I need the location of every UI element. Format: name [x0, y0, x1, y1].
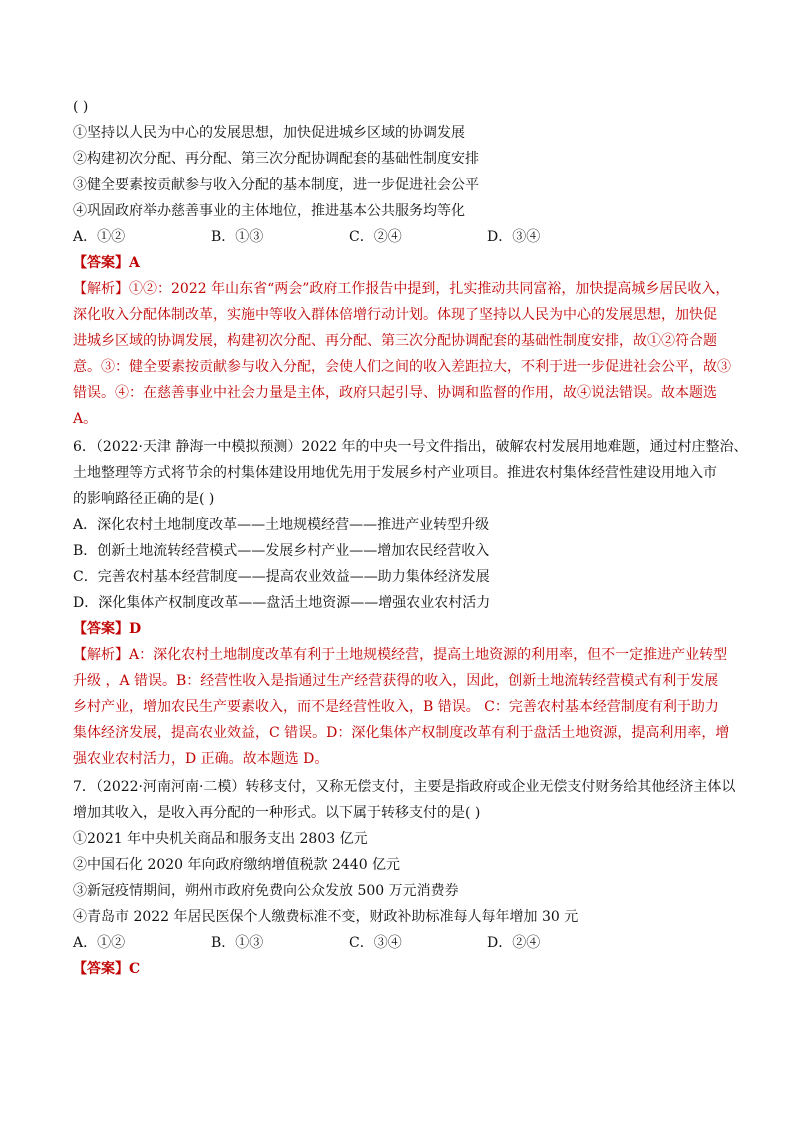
q5-item-2: ②构建初次分配、再分配、第三次分配协调配套的基础性制度安排 — [73, 151, 479, 167]
q7-option-b: B．①③ — [211, 935, 264, 951]
q6-analysis-line-2: 升级 ，A 错误。B：经营性收入是指通过生产经营获得的收入，因此，创新土地流转经营模式有利于发展 — [73, 673, 719, 689]
q7-option-c: C．③④ — [349, 935, 402, 951]
q7-item-3: ③新冠疫情期间，朔州市政府免费向公众发放 500 万元消费券 — [73, 883, 459, 899]
document-content — [73, 94, 748, 982]
q5-analysis-line-5: 错误。④：在慈善事业中社会力量是主体，政府只起引导、协调和监督的作用，故④说法错误。故本题选 — [73, 385, 717, 401]
q7-stem-line-1: 7．（2022·河南河南·二模）转移支付，又称无偿支付，主要是指政府或企业无偿支付财务给其他经济主体以 — [73, 779, 736, 795]
q6-analysis-line-3: 乡村产业，增加农民生产要素收入，而不是经营性收入，B 错误。 C：完善农村基本经营制度有利于助力 — [73, 699, 719, 715]
q5-item-4: ④巩固政府举办慈善事业的主体地位，推进基本公共服务均等化 — [73, 203, 465, 219]
q5-analysis-line-3: 进城乡区域的协调发展，构建初次分配、再分配、第三次分配协调配套的基础性制度安排，故①②符合题 — [73, 333, 717, 349]
q5-option-c: C．②④ — [349, 229, 402, 245]
q5-option-d: D．③④ — [487, 229, 541, 245]
q6-analysis-line-5: 强农业农村活力，D 正确。故本题选 D。 — [73, 751, 329, 767]
q7-item-2: ②中国石化 2020 年向政府缴纳增值税款 2440 亿元 — [73, 857, 401, 873]
q5-item-1: ①坚持以人民为中心的发展思想，加快促进城乡区域的协调发展 — [73, 125, 465, 141]
q7-option-a: A．①② — [73, 935, 126, 951]
q6-analysis-line-4: 集体经济发展，提高农业效益，C 错误。D：深化集体产权制度改革有利于盘活土地资源，提高利用率，增 — [73, 725, 730, 741]
q5-analysis-line-6: A。 — [73, 411, 98, 427]
q7-option-d: D．②④ — [487, 935, 541, 951]
q6-stem-line-2: 土地整理等方式将节余的村集体建设用地优先用于发展乡村产业项目。推进农村集体经营性建设用地入市 — [73, 465, 717, 481]
q7-item-4: ④青岛市 2022 年居民医保个人缴费标准不变，财政补助标准每人每年增加 30 元 — [73, 909, 579, 925]
q5-analysis-line-2: 深化收入分配体制改革，实施中等收入群体倍增行动计划。体现了坚持以人民为中心的发展思想，加快促 — [73, 307, 717, 323]
q5-paren: ( ) — [73, 99, 89, 115]
q5-options — [73, 224, 738, 250]
q5-analysis-line-4: 意。③：健全要素按贡献参与收入分配，会使人们之间的收入差距拉大，不利于进一步促进社会公平，故③ — [73, 359, 731, 375]
q5-answer: 【答案】A — [73, 255, 140, 271]
q6-answer: 【答案】D — [73, 621, 142, 637]
q7-stem-line-2: 增加其收入，是收入再分配的一种形式。以下属于转移支付的是( ) — [73, 805, 481, 821]
q5-option-b: B．①③ — [211, 229, 264, 245]
q6-stem-line-1: 6．（2022·天津 静海一中模拟预测）2022 年的中央一号文件指出，破解农村发展用地难题，通过村庄整治、 — [73, 439, 748, 455]
q6-analysis-line-1: 【解析】A：深化农村土地制度改革有利于土地规模经营，提高土地资源的利用率，但不一定推进产业转型 — [73, 647, 728, 663]
q6-option-c: C．完善农村基本经营制度——提高农业效益——助力集体经济发展 — [73, 569, 490, 585]
q6-option-b: B．创新土地流转经营模式——发展乡村产业——增加农民经营收入 — [73, 543, 490, 559]
q5-option-a: A．①② — [73, 229, 126, 245]
q7-options — [73, 930, 738, 956]
q6-stem-line-3: 的影响路径正确的是( ) — [73, 491, 215, 507]
q7-answer: 【答案】C — [73, 961, 141, 977]
q5-analysis-line-1: 【解析】①②：2022 年山东省“两会”政府工作报告中提到，扎实推动共同富裕，加快提高城乡居民收入， — [73, 281, 730, 297]
q5-item-3: ③健全要素按贡献参与收入分配的基本制度，进一步促进社会公平 — [73, 177, 479, 193]
q6-option-a: A．深化农村土地制度改革——土地规模经营——推进产业转型升级 — [73, 517, 490, 533]
q7-item-1: ①2021 年中央机关商品和服务支出 2803 亿元 — [73, 831, 368, 847]
q6-option-d: D．深化集体产权制度改革——盘活土地资源——增强农业农村活力 — [73, 595, 491, 611]
